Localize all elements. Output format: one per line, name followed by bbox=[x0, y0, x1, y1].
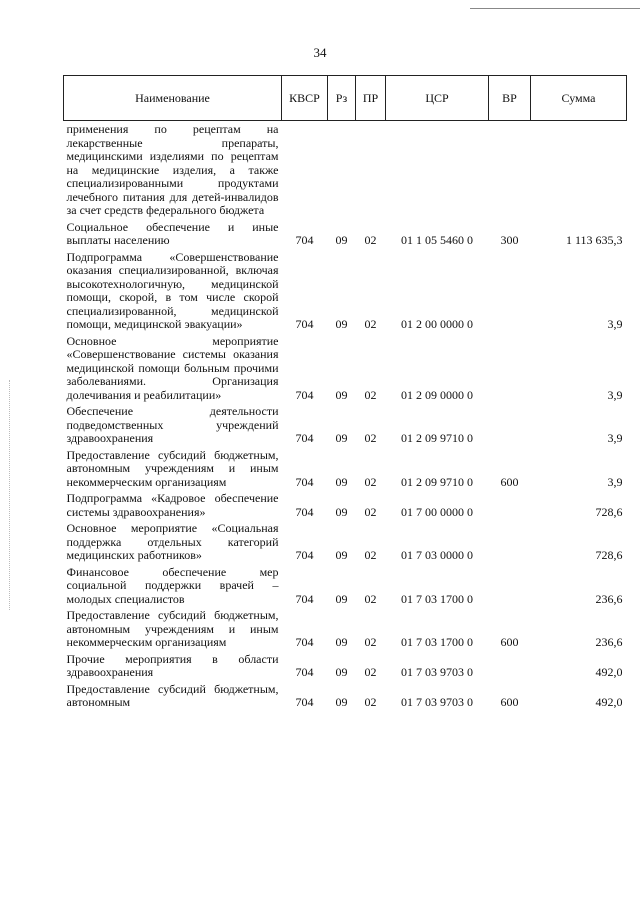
cell-kvsr: 704 bbox=[295, 317, 314, 331]
cell-csr: 01 2 09 9710 0 bbox=[401, 474, 473, 489]
cell-pr: 02 bbox=[364, 635, 377, 649]
cell-csr: 01 7 03 9703 0 bbox=[401, 695, 473, 709]
table-row bbox=[64, 564, 627, 608]
cell-kvsr: 704 bbox=[295, 474, 314, 489]
table-row bbox=[64, 121, 627, 219]
cell-name: Социальное обеспечение и иные выплаты населению bbox=[66, 219, 279, 247]
cell-name: Обеспечение деятельности подведомственных учреждений здравоохранения bbox=[66, 404, 279, 445]
cell-csr: 01 7 03 0000 0 bbox=[401, 548, 473, 562]
header-kvsr: КВСР bbox=[282, 76, 328, 121]
cell-kvsr: 704 bbox=[295, 233, 314, 247]
cell-sum bbox=[531, 121, 627, 219]
cell-vr bbox=[489, 249, 531, 333]
cell-sum: 1 113 635,3 bbox=[565, 233, 623, 247]
cell-name: Прочие мероприятия в области здравоохранения bbox=[66, 651, 279, 679]
budget-table bbox=[63, 75, 627, 711]
cell-rz: 09 bbox=[335, 474, 348, 489]
cell-rz: 09 bbox=[335, 665, 348, 679]
cell-sum: 3,9 bbox=[607, 387, 623, 402]
cell-csr: 01 2 00 0000 0 bbox=[401, 317, 473, 331]
header-vr: ВР bbox=[489, 76, 531, 121]
table-row bbox=[64, 607, 627, 651]
cell-vr bbox=[489, 121, 531, 219]
cell-rz: 09 bbox=[335, 233, 348, 247]
page-number: 34 bbox=[313, 45, 327, 60]
cell-pr: 02 bbox=[364, 474, 377, 489]
top-rule bbox=[470, 8, 640, 9]
cell-kvsr: 704 bbox=[295, 548, 314, 562]
cell-name: Подпрограмма «Совершенствование оказания специализированной, включая высокотехнологичную, медицинской помощи, скорой, в том числе скорой специализированной, медицинской помощи, медицинской эвакуации» bbox=[66, 249, 279, 331]
cell-sum: 236,6 bbox=[595, 591, 623, 606]
cell-name: Предоставление субсидий бюджетным, автономным учреждениям и иным некоммерческим организациям bbox=[66, 447, 279, 489]
table-row bbox=[64, 219, 627, 249]
header-sum: Сумма bbox=[531, 76, 627, 121]
cell-vr bbox=[489, 333, 531, 404]
scan-edge-marks bbox=[9, 380, 10, 610]
header-csr: ЦСР bbox=[386, 76, 489, 121]
table-row bbox=[64, 447, 627, 491]
cell-pr: 02 bbox=[364, 548, 377, 562]
cell-csr: 01 2 09 0000 0 bbox=[401, 387, 473, 402]
cell-pr: 02 bbox=[364, 233, 377, 247]
cell-sum: 492,0 bbox=[595, 695, 623, 709]
cell-csr: 01 7 00 0000 0 bbox=[401, 504, 473, 519]
cell-pr: 02 bbox=[364, 431, 377, 445]
cell-rz: 09 bbox=[335, 548, 348, 562]
cell-vr bbox=[489, 403, 531, 447]
cell-vr: 300 bbox=[500, 233, 519, 247]
cell-pr bbox=[356, 121, 386, 219]
cell-kvsr: 704 bbox=[295, 665, 314, 679]
header-rz: Рз bbox=[328, 76, 356, 121]
header-name: Наименование bbox=[64, 76, 282, 121]
cell-rz bbox=[328, 121, 356, 219]
cell-sum: 3,9 bbox=[607, 474, 623, 489]
cell-sum: 728,6 bbox=[595, 504, 623, 519]
cell-name: Предоставление субсидий бюджетным, автономным bbox=[66, 681, 279, 709]
cell-kvsr: 704 bbox=[295, 387, 314, 402]
table-row bbox=[64, 403, 627, 447]
cell-rz: 09 bbox=[335, 504, 348, 519]
cell-rz: 09 bbox=[335, 431, 348, 445]
cell-vr bbox=[489, 490, 531, 520]
cell-vr: 600 bbox=[500, 474, 519, 489]
cell-vr bbox=[489, 651, 531, 681]
cell-pr: 02 bbox=[364, 317, 377, 331]
cell-csr: 01 2 09 9710 0 bbox=[401, 431, 473, 445]
cell-vr bbox=[489, 520, 531, 564]
cell-kvsr: 704 bbox=[295, 591, 314, 606]
cell-csr bbox=[386, 121, 489, 219]
cell-pr: 02 bbox=[364, 504, 377, 519]
cell-rz: 09 bbox=[335, 635, 348, 649]
cell-vr: 600 bbox=[500, 695, 519, 709]
cell-csr: 01 7 03 1700 0 bbox=[401, 591, 473, 606]
cell-pr: 02 bbox=[364, 591, 377, 606]
table-row bbox=[64, 249, 627, 333]
cell-name: Подпрограмма «Кадровое обеспечение системы здравоохранения» bbox=[66, 491, 279, 519]
cell-kvsr: 704 bbox=[295, 431, 314, 445]
cell-sum: 3,9 bbox=[607, 317, 623, 331]
cell-sum: 492,0 bbox=[595, 665, 623, 679]
cell-kvsr: 704 bbox=[295, 695, 314, 709]
cell-sum: 728,6 bbox=[595, 548, 623, 562]
cell-csr: 01 7 03 9703 0 bbox=[401, 665, 473, 679]
cell-name: Основное мероприятие «Совершенствование системы оказания медицинской помощи больным прочими заболеваниями. Организация долечивания и реабилитации» bbox=[66, 333, 279, 402]
table-row bbox=[64, 651, 627, 681]
cell-rz: 09 bbox=[335, 695, 348, 709]
table-row bbox=[64, 490, 627, 520]
table-body bbox=[64, 121, 627, 711]
cell-pr: 02 bbox=[364, 387, 377, 402]
cell-csr: 01 7 03 1700 0 bbox=[401, 635, 473, 649]
cell-pr: 02 bbox=[364, 695, 377, 709]
cell-name: Основное мероприятие «Социальная поддержка отдельных категорий медицинских работников» bbox=[66, 521, 279, 562]
cell-vr bbox=[489, 564, 531, 608]
cell-rz: 09 bbox=[335, 317, 348, 331]
cell-kvsr: 704 bbox=[295, 635, 314, 649]
cell-pr: 02 bbox=[364, 665, 377, 679]
cell-sum: 236,6 bbox=[595, 635, 623, 649]
cell-kvsr: 704 bbox=[295, 504, 314, 519]
cell-rz: 09 bbox=[335, 387, 348, 402]
cell-sum: 3,9 bbox=[607, 431, 623, 445]
header-pr: ПР bbox=[356, 76, 386, 121]
cell-rz: 09 bbox=[335, 591, 348, 606]
cell-kvsr bbox=[282, 121, 328, 219]
cell-name: Предоставление субсидий бюджетным, автономным учреждениям и иным некоммерческим организациям bbox=[66, 608, 279, 649]
table-row bbox=[64, 333, 627, 404]
table-row bbox=[64, 520, 627, 564]
cell-name: Финансовое обеспечение мер социальной поддержки врачей – молодых специалистов bbox=[66, 564, 279, 606]
table-row bbox=[64, 681, 627, 711]
cell-name: применения по рецептам на лекарственные препараты, медицинскими изделиями по рецептам на медицинские изделия, а также специализированными продуктами лечебного питания для детей-инвалидов за счет средств федерального бюджета bbox=[66, 122, 279, 217]
table-header bbox=[64, 76, 627, 121]
cell-vr: 600 bbox=[500, 635, 519, 649]
cell-csr: 01 1 05 5460 0 bbox=[401, 233, 473, 247]
